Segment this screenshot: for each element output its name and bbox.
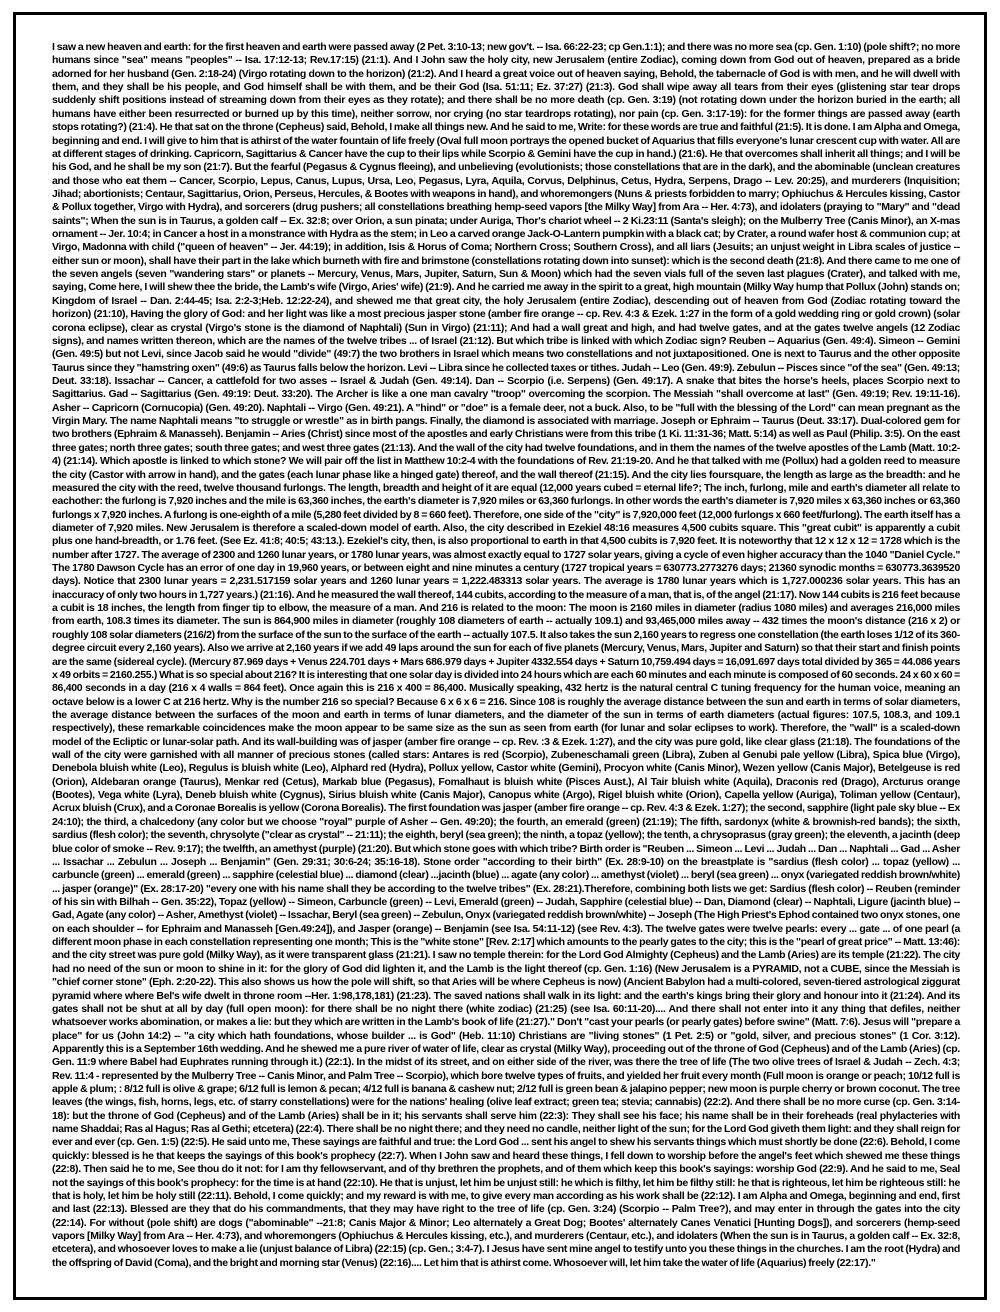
commentary-body-text: I saw a new heaven and earth: for the first heaven and earth were passed away (2 Pet. 3:10-13; new gov't. -- Isa. 66:22-23; cp Gen.1:1); and there was no more sea (cp. Gen. 1:10) (pole shift?; no more humans since "sea" means "peoples" -- Isa. 17:12-13; Rev.17:15) (21:1). And I John saw the holy city, new Jerusalem (entire Zodiac), coming down from God out of heaven, prepared as a bride adorned for her husband (Gen. 2:18-24) (Virgo rotating down to the horizon) (21:2). And I heard a great voice out of heaven saying, Behold, the tabernacle of God is with men, and he will dwell with them, and they shall be his people, and God himself shall be with them, and be their God (Isa. 51:11; Ez. 37:27) (21:3). God shall wipe away all tears from their eyes (glistening star tear drops suddenly shift positions instead of streaming down from their eyes as they rotate); and there shall be no more death (cp. Gen. 3:19) (not rotating down under the horizon buried in the earth; all humans have either been resurrected or burned up by this time), neither sorrow, nor crying (no star teardrops rotating), nor pain (cp. Gen. 3:17-19): for the former things are passed away (earth stops rotating?) (21:4). He that sat on the throne (Cepheus) said, Behold, I make all things new. And he said to me, Write: for these words are true and faithful (21:5). It is done. I am Alpha and Omega, beginning and end. I will give to him that is athirst of the water fountain of life freely (Oval full moon portrays the opened bucket of Aquarius that fills everyone's lunar crescent cup with water. All are at different stages of drinking. Capricorn, Sagittarius & Cancer have the cup to their lips while Scorpio & Gemini have the cup in hand.) (21:6). He that overcomes shall inherit all things; and I will be his God, and he shall be my son (21:7). But the fearful (Pegasus & Cygnus fleeing), and unbelieving (evolutionists; those constellations that are in the dark), and the abominable (unclean creatures and those who eat them -- Cancer, Scorpio, Lepus, Canus, Lupus, Ursa, Leo, Pegasus, Lyra, Aquila, Corvus, Delphinus, Cetus, Hydra, Serpens, Drago -- Lev. 20:25), and murderers (Inquisition; Jihad; abortionists; Centaur, Sagittarius, Orion, Perseus, Hercules, & Bootes with weapons in hand), and whoremongers (Nuns & priests forbidden to marry; Ophiuchus & Hercules kissing, Castor & Pollux together, Virgo with Hydra), and sorcerers (drug pushers; all constellations breathing hemp-seed vapors [the Milky Way] from Ara -- Her. 4:73), and idolaters (praying to "Mary" and "dead saints"; When the sun is in Taurus, a golden calf -- Ex. 32:8; over Orion, a sun pinata; under Auriga, Thor's chariot wheel -- 2 Ki.23:11 (Santa's sleigh); on the Mulberry Tree (Canis Minor), an X-mas ornament -- Jer. 10:4; in Cancer a host in a monstrance with Hydra as the stem; in Leo a carved orange Jack-O-Lantern pumpkin with a black cat; by Crater, a round wafer host & communion cup; at Virgo, Madonna with child ("queen of heaven" -- Jer. 44:19); in addition, Isis & Horus of Coma; Northern Cross; Southern Cross), and all liars (Jesuits; an unjust weight in Libra scales of justice -- either sun or moon), shall have their part in the lake which burneth with fire and brimstone (constellations rotating down into sunset): which is the second death (21:8). And there came to me one of the seven angels (seven "wandering stars" or planets -- Mercury, Venus, Mars, Jupiter, Saturn, Sun & Moon) which had the seven vials full of the seven last plagues (Crater), and talked with me, saying, Come here, I will shew thee the bride, the Lamb's wife (Virgo, Aries' wife) (21:9). And he carried me away in the spirit to a great, high mountain (Milky Way hump that Pollux (John) stands on; Kingdom of Israel -- Dan. 2:44-45; Isa. 2:2-3;Heb. 12:22-24), and shewed me that great city, the holy Jerusalem (entire Zodiac), descending out of heaven from God (Zodiac rotating toward the horizon) (21:10), Having the glory of God: and her light was like a most precious jasper stone (amber fire orange -- cp. Rev. 4:3 & Ezek. 1:27 in the form of a gold wedding ring or gold crown) (solar corona eclipse), clear as crystal (Virgo's stone is the diamond of Naphtali) (Sun in Virgo) (21:11); And had a wall great and high, and had twelve gates, and at the gates twelve angels (12 Zodiac signs), and names written thereon, which are the names of the twelve tribes ... of Israel (21:12). But which tribe is linked with which Zodiac sign? Reuben -- Aquarius (Gen. 49:4). Simeon -- Gemini (Gen. 49:5) but not Levi, since Jacob said he would "divide" (49:7) the two brothers in Israel which means two constellations and not juxtapositioned. One is next to Taurus and the other opposite Taurus since they "hamstring oxen" (49:6) as Taurus falls below the horizon. Levi -- Libra since he collected taxes or tithes. Judah -- Leo (Gen. 49:9). Zebulun -- Pisces since "of the sea" (Gen. 49:13; Deut. 33:18). Issachar -- Cancer, a cattlefold for two asses -- Israel & Judah (Gen. 49:14). Dan -- Scorpio (i.e. Serpens) (Gen. 49:17). A snake that bites the horse's heels, places Scorpio next to Sagittarius. Gad -- Sagittarius (Gen. 49:19: Deut. 33:20). The Archer is like a one man cavalry "troop" overcoming the scorpion. The Messiah "shall overcome at last" (Gen. 49:19; Rev. 19:11-16). Asher -- Capricorn (Cornucopia) (Gen. 49:20). Naphtali -- Virgo (Gen. 49:21). A "hind" or "doe" is a female deer, not a buck. Also, to be "full with the blessing of the Lord" can mean pregnant as the Virgin Mary. The name Naphtali means "to struggle or wrestle" as in birth pangs. Finally, the diamond is associated with marriage. Joseph or Ephraim -- Taurus (Deut. 33:17). Dual-colored gem for two brothers (Ephraim & Manasseh). Benjamin -- Aries (Christ) since most of the apostles and early Christians were from this tribe (1 Ki. 11:31-36; Matt. 5:14) as well as Paul (Philip. 3:5). On the east three gates; north three gates; south three gates; and west three gates (21:13). And the wall of the city had twelve foundations, and in them the names of the twelve apostles of the Lamb (Matt. 10:2-4) (21:14). Which apostle is linked to which stone? We will pair off the list in Matthew 10:2-4 with the foundations of Rev. 21:19-20. And he that talked with me (Pollux) had a golden reed to measure the city (Castor with arrow in hand), and the gates (each lunar phase like a hinged gate) thereof, and the wall thereof (21:15). And the city lies foursquare, the length as large as the breadth: and he measured the city with the reed, twelve thousand furlongs. The length, breadth and height of it are equal (12,000 years cubed = eternal life?; The inch, furlong, mile and earth's diameter all relate to eachother: the furlong is 7,920 inches and the mile is 63,360 inches, the earth's diameter is 7,920 miles or 63,360 furlongs. In other words the earth's diameter is 7,920 miles x 63,360 inches or 63,360 furlongs x 7,920 inches. A furlong is one-eighth of a mile (5,280 feet divided by 8 = 660 feet). Therefore, one side of the "city" is 7,920,000 feet (12,000 furlongs x 660 feet/furlong). The earth itself has a diameter of 7,920 miles. New Jerusalem is therefore a scaled-down model of earth. Also, the city described in Ezekiel 48:16 measures 4,500 cubits square. This "great cubit" is apparently a cubit plus one hand-breadth, or 1.76 feet. (See Ez. 41:8; 40:5; 43:13.). Ezekiel's city, then, is also proportional to earth in that 4,500 cubits is 7,920 feet. It is noteworthy that 12 x 12 x 12 = 1728 which is the number after 1727. The average of 2300 and 1260 lunar years, or 1780 lunar years, was almost exactly equal to 1727 solar years, giving a cycle of even higher accuracy than the 1040 "Daniel Cycle." The 1780 Dawson Cycle has an error of one day in 19,960 years, or between eight and nine minutes a century (1727 tropical years = 630773.2773276 days; 21360 synodic months = 630773.3639520 days). Notice that 2300 lunar years = 2,231.517159 solar years and 1260 lunar years = 1,222.483313 solar years. The average is 1780 lunar years which is 1,727.000236 solar years. This has an inaccuracy of only two hours in 1,727 years.) (21:16). And he measured the wall thereof, 144 cubits, according to the measure of a man, that is, of the angel (21:17). Now 144 cubits is 216 feet because a cubit is 18 inches, the length from finger tip to elbow, the measure of a man. And 216 is related to the moon: The moon is 2160 miles in diameter (radius 1080 miles) and averages 216,000 miles from earth, 108.3 times its diameter. The sun is 864,900 miles in diameter (roughly 108 diameters of earth -- actually 109.1) and 93,465,000 miles away -- 432 times the moon's distance (216 x 2) or roughly 108 solar diameters (216/2) from the surface of the sun to the surface of the earth -- actually 107.5. It also takes the sun 2,160 years to regress one constellation (the earth loses 1/12 of its 360-degree circuit every 2,160 years). Also we arrive at 2,160 years if we add 49 laps around the sun for each of five planets (Mercury, Venus, Mars, Jupiter and Saturn) so that their start and finish points are the same (sidereal cycle). (Mercury 87.969 days + Venus 224.701 days + Mars 686.979 days + Jupiter 4332.554 days + Saturn 10,759.494 days = 16,091.697 days total divided by 365 = 44.086 years x 49 orbits = 2160.255.) What is so special about 216? It is interesting that one solar day is divided into 24 hours which are each 60 minutes and each minute is composed of 60 seconds. 24 x 60 x 60 = 86,400 seconds in a day (216 x 4 walls = 864 feet). Once again this is 216 x 400 = 86,400. Musically speaking, 432 hertz is the natural central C tuning frequency for the human voice, meaning an octave below is a lower C at 216 hertz. Why is the number 216 so special? Because 6 x 6 x 6 = 216. Since 108 is roughly the average distance between the sun and earth in terms of solar diameters, the average distance between the surfaces of the moon and earth in terms of lunar diameters, and the diameter of the sun in terms of earth diameters (actual figures: 107.5, 108.3, and 109.1 respectively), these remarkable coincidences make the moon appear to be same size as the sun as seen from earth (for lunar and solar eclipses to work). Therefore, the "wall" is a scaled-down model of the Ecliptic or lunar-solar path. And its wall-building was of jasper (amber fire orange -- cp. Rev. :3 & Ezek. 1:27), and the city was pure gold, like clear glass (21:18). The foundations of the wall of the city were garnished with all manner of precious stones (called stars: Antares is red (Scorpio), Zubeneschamali green (Libra), Zuben al Genubi pale yellow (Libra), Spica blue (Virgo), Denebola bluish white (Leo), Regulus is bluish white (Leo), Alphard red (Hydra), Pollux yellow, Castor white (Gemini), Procyon white (Canis Minor), Wezen yellow (Canis Major), Betelgeuse is red (Orion), Aldebaran orange (Taurus), Menkar red (Cetus), Markab blue (Pegasus), Fomalhaut is bluish white (Pisces Aust.), Al Tair bluish white (Aquila), Draconis red (Drago), Arcturus orange (Bootes), Vega white (Lyra), Deneb bluish white (Cygnus), Sirius bluish white (Canis Major), Canopus white (Argo), Rigel bluish white (Orion), Capella yellow (Auriga), Toliman yellow (Centaur), Acrux bluish (Crux), and a Coronae Borealis is yellow (Corona Borealis). The first foundation was jasper (amber fire orange -- cp. Rev. 4:3 & Ezek. 1:27); the second, sapphire (light pale sky blue -- Ex 24:10); the third, a chalcedony (any color but we choose "royal" purple of Asher -- Gen. 49:20); the fourth, an emerald (green) (21:19); The fifth, sardonyx (white & brownish-red bands); the sixth, sardius (flesh color); the seventh, chrysolyte ("clear as crystal" -- 21:11); the eighth, beryl (sea green); the ninth, a topaz (yellow); the tenth, a chrysoprasus (gray green); the eleventh, a jacinth (deep blue color of smoke -- Rev. 9:17); the twelfth, an amethyst (purple) (21:20). But which stone goes with which tribe? Birth order is "Reuben ... Simeon ... Levi ... Judah ... Dan ... Naphtali ... Gad ... Asher ... Issachar ... Zebulun ... Joseph ... Benjamin" (Gen. 29:31; 30:6-24; 35:16-18). Stone order "according to their birth" (Ex. 28:9-10) on the breastplate is "sardius (flesh color) ... topaz (yellow) ... carbuncle (green) ... emerald (green) ... sapphire (celestial blue) ... diamond (clear) ...jacinth (blue) ... agate (any color) ... amethyst (violet) ... beryl (sea green) ... onyx (variegated reddish brown/white) ... jasper (orange)" (Ex. 28:17-20) "every one with his name shall they be according to the twelve tribes" (Ex. 28:21).Therefore, combining both lists we get: Sardius (flesh color) -- Reuben (reminder of his sin with Bilhah -- Gen. 35:22), Topaz (yellow) -- Simeon, Carbuncle (green) -- Levi, Emerald (green) -- Judah, Sapphire (celestial blue) -- Dan, Diamond (clear) -- Naphtali, Ligure (jacinth blue) -- Gad, Agate (any color) -- Asher, Amethyst (violet) -- Issachar, Beryl (sea green) -- Zebulun, Onyx (variegated reddish brown/white) -- Joseph (The High Priest's Ephod contained two onyx stones, one on each shoulder -- for Ephraim and Manasseh [Gen.49:24]), and Jasper (orange) -- Benjamin (see Isa. 54:11-12) (see Rev. 4:3). The twelve gates were twelve pearls: every ... gate ... of one pearl (a different moon phase in each constellation representing one month; This is the "white stone" [Rev. 2:17] which amounts to the pearly gates to the city; this is the "pearl of great price" -- Matt. 13:46): and the city street was pure gold (Milky Way), as it were transparent glass (21:21). I saw no temple therein: for the Lord God Almighty (Cepheus) and the Lamb (Aries) are its temple (21:22). The city had no need of the sun or moon to shine in it: for the glory of God did lighten it, and the Lamb is the light thereof (cp. Gen. 1:16) (New Jerusalem is a PYRAMID, not a CUBE, since the Messiah is "chief corner stone" (Eph. 2:20-22). This also shows us how the pole will shift, so that Aries will be where Cepheus is now) (Ancient Babylon had a multi-colored, seven-tiered astrological ziggurat pyramid where where Bel's wife dwelt in throne room --Her. 1:98,178,181) (21:23). The saved nations shall walk in its light: and the earth's kings bring their glory and honour into it (21:24). And its gates shall not be shut at all by day (full open moon): for there shall be no night there (white zodiac) (21:25) (see Isa. 60:11-20).... And there shall not enter into it any thing that defiles, neither whatsoever works abomination, or makes a lie: but they which are written in the Lamb's book of life (21:27)." Don't "cast your pearls (or pearly gates) before swine" (Matt. 7:6). Jesus will "prepare a place" for us (John 14:2) -- "a city which hath foundations, whose builder ... is God" (Heb. 11:10) Christians are "living stones" (1 Pet. 2:5) or "gold, silver, and precious stones" (1 Cor. 3:12). Apparently this is a September 16th wedding. And he shewed me a pure river of water of life, clear as crystal (Milky Way), proceeding out of the throne of God (Cepheus) and of the Lamb (Aries) (cp. Gen. 11:9 where Babel had Euphrates running through it.) (22:1). In the midst of its street, and on either side of the river, was there the tree of life (The two olive trees of Israel & Judah -- Zech. 4:3; Rev. 11:4 - represented by the Mulberry Tree -- Canis Minor, and Palm Tree -- Scorpio), which bore twelve types of fruits, and yielded her fruit every month (Full moon is orange or peach; 10/12 full is apple & plum; : 8/12 full is olive & grape; 6/12 full is lemon & pecan; 4/12 full is banana & cashew nut; 2/12 full is green bean & jalapino pepper; new moon is purple cherry or brown coconut. The tree leaves (the wings, fish, horns, legs, etc. of starry constellations) were for the nations' healing (olive leaf extract; green tea; stevia; cannabis) (22:2). And there shall be no more curse (cp. Gen. 3:14-18): but the throne of God (Cepheus) and of the Lamb (Aries) shall be in it; his servants shall serve him (22:3): They shall see his face; his name shall be in their foreheads (real phylacteries with name Shaddai; Ras al Hagus; Ras al Gethi; etcetera) (22:4). There shall be no night there; and they need no candle, neither light of the sun; for the Lord God giveth them light: and they shall reign for ever and ever (cp. Gen. 1:5) (22:5). He said unto me, These sayings are faithful and true: the Lord God ... sent his angel to shew his servants things which must shortly be done (22:6). Behold, I come quickly: blessed is he that keeps the sayings of this book's prophecy (22:7). When I John saw and heard these things, I fell down to worship before the angel's feet which shewed me these things (22:8). Then said he to me, See thou do it not: for I am thy fellowservant, and of thy brethren the prophets, and of them which keep this book's sayings: worship God (22:9). And he said to me, Seal not the sayings of this book's prophecy: for the time is at hand (22:10). He that is unjust, let him be unjust still: he which is filthy, let him be filthy still: he that is righteous, let him be righteous still: he that is holy, let him be holy still (22:11). Behold, I come quickly; and my reward is with me, to give every man according as his work shall be (22:12). I am Alpha and Omega, beginning and end, first and last (22:13). Blessed are they that do his commandments, that they may have right to the tree of life (cp. Gen. 3:24) (Scorpio -- Palm Tree?), and may enter in through the gates into the city (22:14). For without (pole shift) are dogs ("abominable" --21:8; Canis Major & Minor; Leo alternately a Great Dog; Bootes' alternately Canes Venatici [Hunting Dogs]), and sorcerers (hemp-seed vapors [Milky Way] from Ara -- Her. 4:73), and whoremongers (Ophiuchus & Hercules kissing, etc.), and murderers (Centaur, etc.), and idolaters (When the sun is in Taurus, a golden calf -- Ex. 32:8, etcetera), and whosoever loves to make a lie (unjust balance of Libra) (22:15) (cp. Gen.; 3:4-7). I Jesus have sent mine angel to testify unto you these things in the churches. I am the root (Hydra) and the offspring of David (Coma), and the bright and morning star (Venus) (22:16).... Let him that is athirst come. Whosoever will, let him take the water of life (Aquarius) freely (22:17)." (52, 41, 960, 1269)
page-border-frame (13, 12, 987, 1300)
